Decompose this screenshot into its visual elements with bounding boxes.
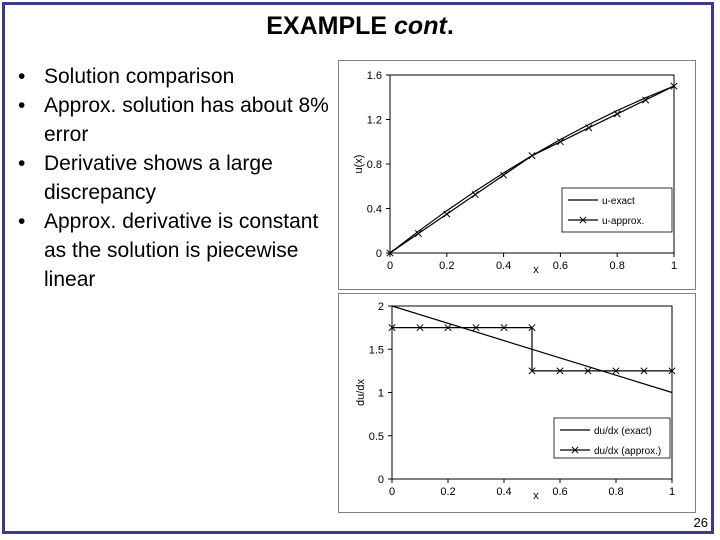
x-tick-label: 0.4 <box>496 486 512 498</box>
x-tick-label: 0.4 <box>495 260 512 272</box>
x-tick-label: 0.2 <box>439 260 455 272</box>
x-axis-label: x <box>533 490 539 502</box>
y-tick-label: 1.2 <box>366 114 382 127</box>
x-axis-label: x <box>533 264 539 276</box>
x-tick-label: 0 <box>386 260 394 272</box>
x-tick-label: 1 <box>670 260 678 272</box>
y-tick-label: 1.6 <box>366 70 382 82</box>
x-tick-label: 0.8 <box>608 486 624 498</box>
legend-label: u-exact <box>602 196 635 207</box>
y-tick-label: 0 <box>377 474 384 486</box>
x-tick-label: 0.6 <box>552 260 569 272</box>
x-tick-label: 0 <box>388 486 396 498</box>
x-tick-label: 0.8 <box>609 260 625 272</box>
x-tick-label: 1 <box>668 486 676 498</box>
y-axis-label: du/dx <box>355 379 367 406</box>
title-main: EXAMPLE <box>266 12 395 40</box>
legend-label: du/dx (approx.) <box>594 446 662 457</box>
derivative-chart <box>338 293 696 513</box>
bullet-item: • Solution comparison <box>18 62 338 91</box>
y-tick-label: 1.5 <box>368 344 384 357</box>
legend-label: du/dx (exact) <box>594 426 652 437</box>
x-tick-label: 0.2 <box>440 486 456 498</box>
y-tick-label: 0 <box>375 248 382 260</box>
title-italic: cont <box>394 12 447 40</box>
solution-chart <box>338 60 696 290</box>
y-tick-label: 0.5 <box>368 430 384 443</box>
title-end: . <box>446 12 454 40</box>
bullet-item: • Approx. solution has about 8% error <box>18 91 338 149</box>
y-tick-label: 1 <box>377 387 384 400</box>
bullet-item: • Derivative shows a large discrepancy <box>18 149 338 207</box>
legend-label: u-approx. <box>602 216 645 227</box>
y-tick-label: 2 <box>377 301 384 313</box>
page-number: 26 <box>693 515 708 530</box>
bullet-list <box>18 62 338 294</box>
y-tick-label: 0.8 <box>366 159 382 171</box>
x-tick-label: 0.6 <box>552 486 568 498</box>
slide-title <box>0 12 720 41</box>
y-axis-label: u(x) <box>353 154 365 174</box>
y-tick-label: 0.4 <box>366 203 382 216</box>
bullet-item: • Approx. derivative is constant as the solution is piecewise linear <box>18 207 338 294</box>
